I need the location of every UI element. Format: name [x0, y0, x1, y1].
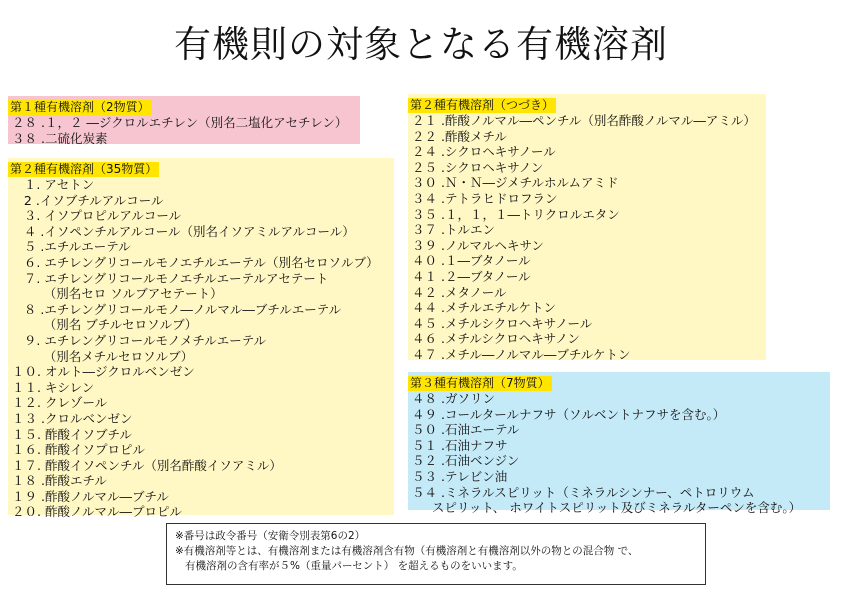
class2-list [8, 177, 394, 520]
list-item: ５ .エチルエーテル [12, 239, 131, 255]
list-item: ４６ .メチルシクロヘキサノン [412, 331, 580, 347]
list-item: ３７ .トルエン [412, 222, 495, 238]
list-item: ９. エチレングリコールモノメチルエーテル [12, 332, 267, 348]
list-item: （別名メチルセロソルブ） [12, 348, 194, 364]
list-item: ２２ .酢酸メチル [412, 128, 507, 144]
list-item: １３ .クロルベンゼン [12, 410, 133, 426]
list-item: １２. クレゾール [12, 395, 108, 411]
class2-cont-header: 第２種有機溶剤（つづき） [410, 98, 555, 112]
list-item: ４０ .１―ブタノール [412, 253, 531, 269]
class1-section [8, 96, 360, 144]
class3-list [408, 391, 830, 516]
list-item: ５１ .石油ナフサ [412, 437, 508, 453]
list-item: 2 .イソブチルアルコール [12, 192, 164, 208]
list-item: ４９ .コールタールナフサ（ソルベントナフサを含む。） [412, 406, 726, 422]
list-item: ３８ .二硫化炭素 [12, 130, 108, 146]
notes-box [166, 523, 706, 585]
list-item: スピリット、 ホワイトスピリット及びミネラルターペンを含む。） [412, 500, 802, 516]
list-item: ２８ .１，２ ―ジクロルエチレン（別名二塩化アセチレン） [12, 115, 348, 130]
list-item: ７. エチレングリコールモノエチルエーテルアセテート [12, 270, 329, 286]
list-item: ４２ .メタノール [412, 284, 507, 300]
list-item: ５２ .石油ベンジン [412, 453, 520, 469]
class2-cont-section [408, 94, 766, 360]
list-item: ５３ .テレビン油 [412, 468, 508, 484]
list-item: ４７ .メチル―ノルマル―ブチルケトン [412, 346, 631, 362]
list-item: １５. 酢酸イソブチル [12, 426, 132, 442]
list-item: １８ .酢酸エチル [12, 473, 107, 489]
class3-header: 第３種有機溶剤（7物質） [410, 376, 550, 390]
note-line: ※番号は政令番号（安衛令別表第6の2） [175, 530, 366, 542]
note-line: ※有機溶剤等とは、有機溶剤または有機溶剤含有物（有機溶剤と有機溶剤以外の物との混合物 で、 [175, 545, 639, 557]
list-item: ３９ .ノルマルヘキサン [412, 237, 544, 253]
page-title: 有機則の対象となる有機溶剤 [174, 23, 668, 66]
list-item: ８ .エチレングリコールモノ―ノルマル―ブチルエーテル [12, 301, 342, 317]
list-item: ６. エチレングリコールモノエチルエーテル（別名セロソルブ） [12, 254, 379, 270]
list-item: ２１ .酢酸ノルマル―ペンチル（別名酢酸ノルマル―アミル） [412, 113, 756, 128]
list-item: ４ .イソペンチルアルコール（別名イソアミルアルコール） [12, 223, 355, 239]
list-item: ２４ .シクロヘキサノール [412, 144, 556, 160]
list-item: １７. 酢酸イソペンチル（別名酢酸イソアミル） [12, 457, 282, 473]
list-item: （別名セロ ソルブアセテート） [12, 286, 223, 302]
list-item: ５４ .ミネラルスピリット（ミネラルシンナー、ペトロリウム [412, 484, 755, 500]
list-item: １. アセトン [12, 177, 95, 192]
list-item: １９ .酢酸ノルマル―ブチル [12, 488, 169, 504]
list-item: （別名 ブチルセロソルブ） [12, 317, 198, 333]
class1-header: 第１種有機溶剤（2物質） [10, 100, 150, 114]
list-item: ３０ .Ｎ・Ｎ―ジメチルホルムアミド [412, 175, 619, 191]
note-line: 有機溶剤の含有率が５%（重量パーセント） を超えるものをいいます。 [175, 560, 523, 572]
list-item: １０. オルト―ジクロルベンゼン [12, 364, 195, 380]
list-item: ３４ .テトラヒドロフラン [412, 190, 558, 206]
list-item: ４５ .メチルシクロヘキサノール [412, 315, 593, 331]
list-item: ２５ .シクロヘキサノン [412, 159, 544, 175]
list-item: １１. キシレン [12, 379, 95, 395]
list-item: ４１ .２―ブタノール [412, 268, 531, 284]
list-item: ３５ .１，１，１―トリクロルエタン [412, 206, 620, 222]
class3-section [408, 372, 830, 516]
list-item: ４４ .メチルエチルケトン [412, 300, 556, 316]
class2-header: 第２種有機溶剤（35物質） [10, 162, 158, 176]
list-item: ３. イソプロピルアルコール [12, 208, 182, 224]
class2-cont-list [408, 113, 766, 363]
list-item: １６. 酢酸イソプロピル [12, 442, 145, 458]
list-item: ２０. 酢酸ノルマル―プロピル [12, 504, 182, 520]
class1-list [8, 115, 360, 146]
list-item: ５０ .石油エーテル [412, 422, 520, 438]
class2-section [8, 158, 394, 520]
list-item: ４８ .ガソリン [412, 391, 495, 406]
